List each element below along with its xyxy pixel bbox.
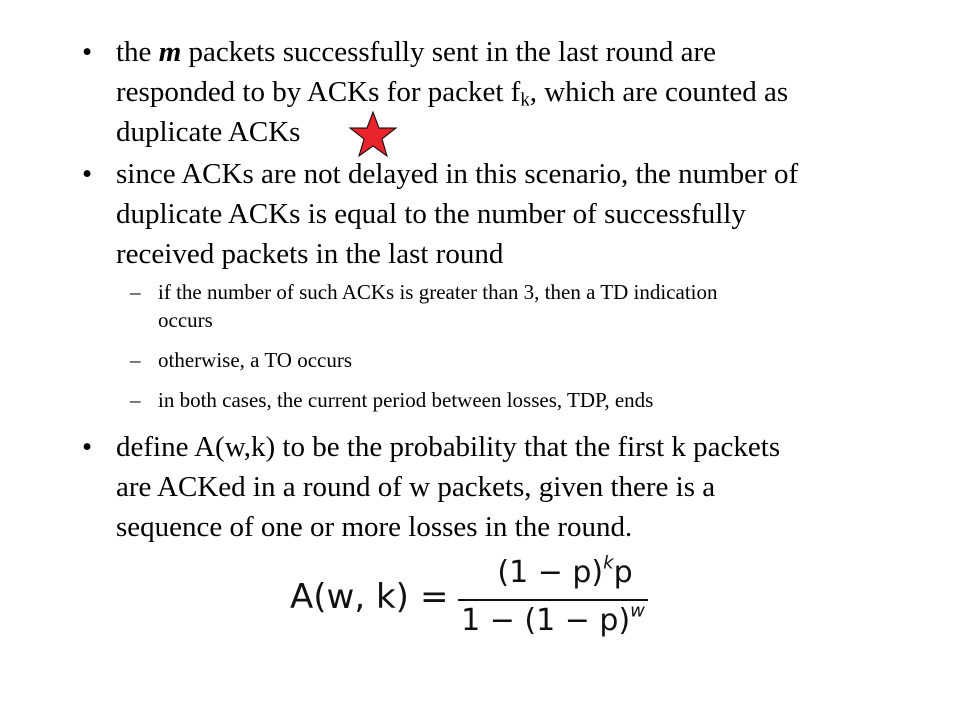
bullet-1-line-1: the m packets successfully sent in the last round are [116, 36, 716, 68]
bullet-2-line-3: received packets in the last round [116, 238, 504, 270]
bullet-3-line-2: are ACKed in a round of w packets, given there is a [116, 471, 716, 503]
sub-bullet-2-line-1: otherwise, a TO occurs [158, 348, 353, 372]
bullet-3-text [116, 427, 882, 547]
bullet-2-text [116, 154, 882, 274]
subscript-k: k [520, 89, 530, 111]
dash-marker: – [130, 280, 141, 304]
dash-marker: – [130, 348, 141, 372]
formula-denominator: $1 - (1 - p)^w$ [461, 600, 645, 638]
bullet-marker: • [82, 431, 93, 463]
red-star-icon [348, 110, 398, 160]
bullet-2-line-1: since ACKs are not delayed in this scenario, the number of [116, 158, 799, 190]
dash-marker: – [130, 388, 141, 412]
probability-formula [290, 552, 650, 645]
sub-bullet-3-line-1: in both cases, the current period between losses, TDP, ends [158, 388, 654, 412]
formula-numerator: $(1 - p)^kp$ [497, 552, 633, 590]
formula-equals: = [420, 577, 449, 617]
fraction-bar [458, 599, 648, 601]
formula-lhs: A(w, k) [290, 577, 409, 617]
sub-bullet-1-line-1: if the number of such ACKs is greater than 3, then a TD indication [158, 280, 718, 304]
bullet-1-line-2: responded to by ACKs for packet $f_k$, which are counted as [116, 76, 789, 111]
bullet-3-line-3: sequence of one or more losses in the round. [116, 511, 633, 543]
sub-bullet-1-line-2: occurs [158, 308, 213, 332]
variable-m: m [158, 36, 182, 68]
bullet-1-line-3: duplicate ACKs [116, 116, 301, 148]
bullet-marker: • [82, 158, 93, 190]
bullet-1-text [116, 32, 882, 152]
bullet-3-line-1: define A(w,k) to be the probability that the first k packets [116, 431, 781, 463]
bullet-marker: • [82, 36, 93, 68]
bullet-2-line-2: duplicate ACKs is equal to the number of successfully [116, 198, 746, 230]
